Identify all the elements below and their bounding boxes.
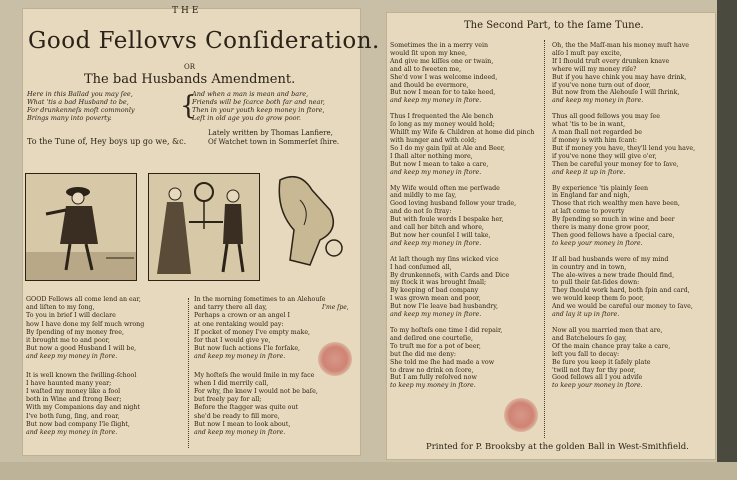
verse-line: would ſit upon my knee, [390, 49, 467, 57]
verse-line: But now I mean for to take heed, [390, 89, 496, 97]
verse-line: and all to ſweeten me, [390, 65, 462, 73]
verse-line: But now from the Alehouſe I will ſhrink, [552, 89, 680, 97]
tune-line: To the Tune of, Hey boys up go we, &c. [27, 137, 187, 146]
verse-line: 'twill not ſtay for thy poor, [552, 366, 636, 374]
verse-line: for that I would give ye, [194, 337, 271, 345]
verse-line: And we would be careful our money to ſave, [552, 303, 693, 311]
verse-line: I was grown mean and poor, [390, 295, 481, 303]
verse-refrain: and keep my money in ſtore. [194, 353, 286, 361]
credit-line: Of Watchet town in Sommerſet ſhire. [208, 138, 340, 146]
verse-line: what 'tis to be in want, [552, 121, 626, 129]
ballad-subtitle: The bad Husbands Amendment. [84, 72, 296, 87]
verse-line: and liſten to my ſong, [26, 304, 95, 312]
verse-line: but ſhe did me deny: [390, 350, 457, 358]
verse-line: At laſt though my ſins wicked vice [390, 255, 499, 263]
verse-line: at laſt come to poverty [552, 208, 625, 216]
verse-line: Good fellows all I you adviſe [552, 374, 643, 382]
verse-line: I had conſumed all, [390, 263, 452, 271]
verse-line: But now her counſel I will take, [390, 231, 491, 239]
verse-line: we would keep them ſo poor, [552, 295, 645, 303]
verse-line: and call her bitch and whore, [390, 224, 484, 232]
verse-refrain: and keep my money in ſtore. [194, 429, 286, 437]
verse-line: The ale-wives a new trade ſhould find, [552, 271, 675, 279]
verse-line: she'd be ready to fill more, [194, 412, 280, 420]
intro-line: Leſt in old age you do grow poor. [192, 114, 301, 122]
woodcut-couple [148, 173, 260, 281]
verse-line: My hoſteſs ſhe would ſmile in my face [194, 371, 315, 379]
verse-line: and do not ſo ſtray: [390, 208, 452, 216]
verse-line: if you've none they will give o'er, [552, 152, 657, 160]
viewer-sidebar [717, 0, 737, 480]
verse-line: A man ſhall not regarded be [552, 129, 642, 137]
verse-line: to draw no drink on ſcore, [390, 366, 474, 374]
verse-line: To you in brief I will declare [26, 312, 116, 320]
margin-note: I'me ſpe, [322, 304, 349, 311]
verse-line: it brought me to and poor, [26, 337, 110, 345]
verse-line: And give me kiſſes one or twain, [390, 57, 494, 65]
verse-line: It is well known the ſwilling-ſchool [26, 371, 137, 379]
verse-line: and deſired one courteſie, [390, 334, 474, 342]
verse-line: They ſhould work hard, both ſpin and card, [552, 287, 690, 295]
verse-line: I've both ſung, ſing, and roar, [26, 412, 120, 420]
verse-line: my ſtock it was brought ſmall; [390, 279, 487, 287]
verse-line: But if you have chink you may have drink, [552, 73, 687, 81]
verse-column-2 [552, 42, 695, 390]
header-the: THE [172, 6, 202, 16]
verse-line: Perhaps a crown or an angel I [194, 312, 290, 320]
verse-line: GOOD Fellows all come lend an ear, [26, 296, 141, 303]
verse-line: So I do my gain ſpil at Ale and Beer, [390, 144, 506, 152]
verse-line: I ſhall alter nothing more, [390, 152, 473, 160]
verse-line: She'd vow I was welcome indeed, [390, 73, 498, 81]
verse-refrain: to keep your money in ſtore. [552, 382, 643, 390]
verse-column-2 [194, 296, 325, 437]
verse-line: Before the ſtagger was quite out [194, 404, 299, 412]
verse-line: Those that rich wealthy men have been, [552, 200, 680, 208]
verse-line: By experience 'tis plainly ſeen [552, 184, 649, 192]
verse-line: if you've none turn out of door, [552, 81, 651, 89]
verse-line: ſo long as my money would hold; [390, 121, 495, 129]
verse-refrain: and keep my money in ſtore. [390, 239, 482, 247]
verse-line: To truſt me for a pot of beer, [390, 342, 481, 350]
intro-line: And when a man is mean and bare, [192, 90, 309, 98]
verse-refrain: to keep your money in ſtore. [552, 239, 643, 247]
verse-line: I waſted my money like a fool [26, 388, 121, 396]
verse-line: But with foule words I bespake her, [390, 216, 504, 224]
verse-line: Sometimes the in a merry vein [390, 42, 489, 49]
verse-line: But I am fully reſolved now [390, 374, 477, 382]
verse-line: If I ſhould truſt every drunken knave [552, 57, 670, 65]
verse-line: alſo I muſt pay excite, [552, 49, 622, 57]
ballad-title: Good Fellovvs Conſideration. [28, 28, 380, 54]
verse-line: For why, ſhe knew I would not be baſe, [194, 388, 318, 396]
verse-refrain: and keep it up in ſtore. [552, 168, 626, 176]
verse-line: in England far and nigh, [552, 192, 630, 200]
verse-line: Thus all good fellows you may ſee [552, 113, 660, 121]
verse-line: and mildly to me ſay, [390, 192, 457, 200]
author-credit [208, 129, 339, 147]
intro-line: Then in your youth keep money in ſtore, [192, 106, 325, 114]
verse-line: With my Companions day and night [26, 404, 140, 412]
verse-line: By keeping of bad company [390, 287, 479, 295]
verse-refrain: and keep my money in ſtore. [390, 311, 482, 319]
verse-line: but freely pay for all; [194, 396, 262, 404]
verse-line: Of the main chance pray take a care, [552, 342, 671, 350]
verse-line: But now I mean to look about, [194, 420, 291, 428]
verse-refrain: and keep my money in ſtore. [390, 97, 482, 105]
brace-glyph: { [180, 91, 197, 121]
verse-line: Now all you married men that are, [552, 327, 663, 334]
verse-line: at one rentaking would pay: [194, 320, 284, 328]
verse-line: But now a good Husband I will be, [26, 345, 137, 353]
intro-line: Brings many into poverty. [27, 114, 112, 122]
verse-column-1 [26, 296, 144, 437]
verse-line: In the morning ſometimes to an Alehouſe [194, 296, 326, 303]
verse-line: Whilſt my Wife & Children at home did pinch [390, 129, 535, 137]
verse-line: She told me ſhe had made a vow [390, 358, 495, 366]
verse-refrain: and keep my money in ſtore. [390, 168, 482, 176]
verse-line: if money is with him ſcant: [552, 136, 638, 144]
library-stamp [504, 398, 538, 432]
verse-line: in country and in town, [552, 263, 627, 271]
intro-verse-right [192, 90, 325, 122]
verse-line: By ſpending so much in wine and beer [552, 216, 675, 224]
verse-line: To my hoſteſs one time I did repair, [390, 327, 503, 334]
verse-line: Oh, the the Maſſ-man his money muſt have [552, 42, 690, 49]
verse-line: By drunkenneſs, with Cards and Dice [390, 271, 510, 279]
verse-line: But now I mean to take a care, [390, 160, 489, 168]
verse-refrain: and lay it up in ſtore. [552, 311, 620, 319]
intro-line: Here in this Ballad you may ſee, [27, 90, 133, 98]
verse-line: My Wife would often me perſwade [390, 184, 500, 192]
column-divider [188, 298, 189, 448]
verse-refrain: and keep my money in ſtore. [26, 353, 118, 361]
verse-refrain: to keep my money in ſtore. [390, 382, 476, 390]
verse-line: But if money you have, they'll lend you have, [552, 144, 696, 152]
verse-line: But now bad company I'le ſlight, [26, 420, 130, 428]
verse-column-1 [390, 42, 534, 390]
header-or: OR [184, 63, 196, 71]
verse-refrain: and keep my money in ſtore. [26, 429, 118, 437]
verse-line: If all bad husbands were of my mind [552, 255, 669, 263]
verse-line: Then be careful your money for to ſave, [552, 160, 679, 168]
verse-line: how I have done my ſelf much wrong [26, 320, 145, 328]
verse-refrain: and keep my money in ſtore. [552, 97, 644, 105]
viewer-bottom-bar [0, 462, 737, 480]
verse-line: leſt you fall to decay: [552, 350, 620, 358]
verse-line: both in Wine and ſtrong Beer; [26, 396, 122, 404]
verse-line: If pocket of money I've empty make, [194, 328, 311, 336]
verse-line: with hunger and with cold; [390, 136, 477, 144]
verse-line: Thus I frequented the Ale bench [390, 113, 494, 121]
second-part-heading: The Second Part, to the ſame Tune. [464, 20, 644, 31]
column-divider [544, 40, 545, 438]
ballad-sheet-left [22, 6, 380, 456]
verse-line: and Batchelours ſo gay, [552, 334, 627, 342]
verse-line: I have haunted many year; [26, 379, 112, 387]
intro-verse-left [27, 90, 135, 122]
verse-line: But now I'le leave bad husbandry, [390, 303, 498, 311]
intro-line: For drunkenneſs moſt commonly [27, 106, 135, 114]
verse-line: Good loving husband follow your trade, [390, 200, 517, 208]
verse-line: But now ſuch actions I'le forſake, [194, 345, 301, 353]
woodcut-figure [270, 170, 354, 280]
verse-line: where will my money riſe? [552, 65, 637, 73]
verse-line: Be ſure you keep it ſafely plate [552, 358, 651, 366]
printer-imprint: Printed for P. Brooksby at the golden Ball in West-Smithfield. [426, 442, 689, 452]
verse-line: Then good fellows have a ſpecial care, [552, 231, 675, 239]
verse-line: and ſhould be evermore, [390, 81, 469, 89]
verse-line: and tarry there all day, [194, 304, 268, 312]
woodcut-gentleman [25, 173, 137, 281]
credit-line: Lately written by Thomas Lanfiere, [208, 129, 333, 137]
verse-line: there is many done grow poor, [552, 224, 650, 232]
intro-line: Friends will be ſcarce both far and near, [192, 98, 325, 106]
library-stamp [318, 342, 352, 376]
intro-line: What 'tis a bad Husband to be, [27, 98, 129, 106]
verse-line: By ſpending of my money free, [26, 328, 125, 336]
ballad-sheet-right [386, 12, 716, 460]
verse-line: to pull their ſat-ſides down: [552, 279, 640, 287]
verse-line: when I did merrily call, [194, 379, 269, 387]
